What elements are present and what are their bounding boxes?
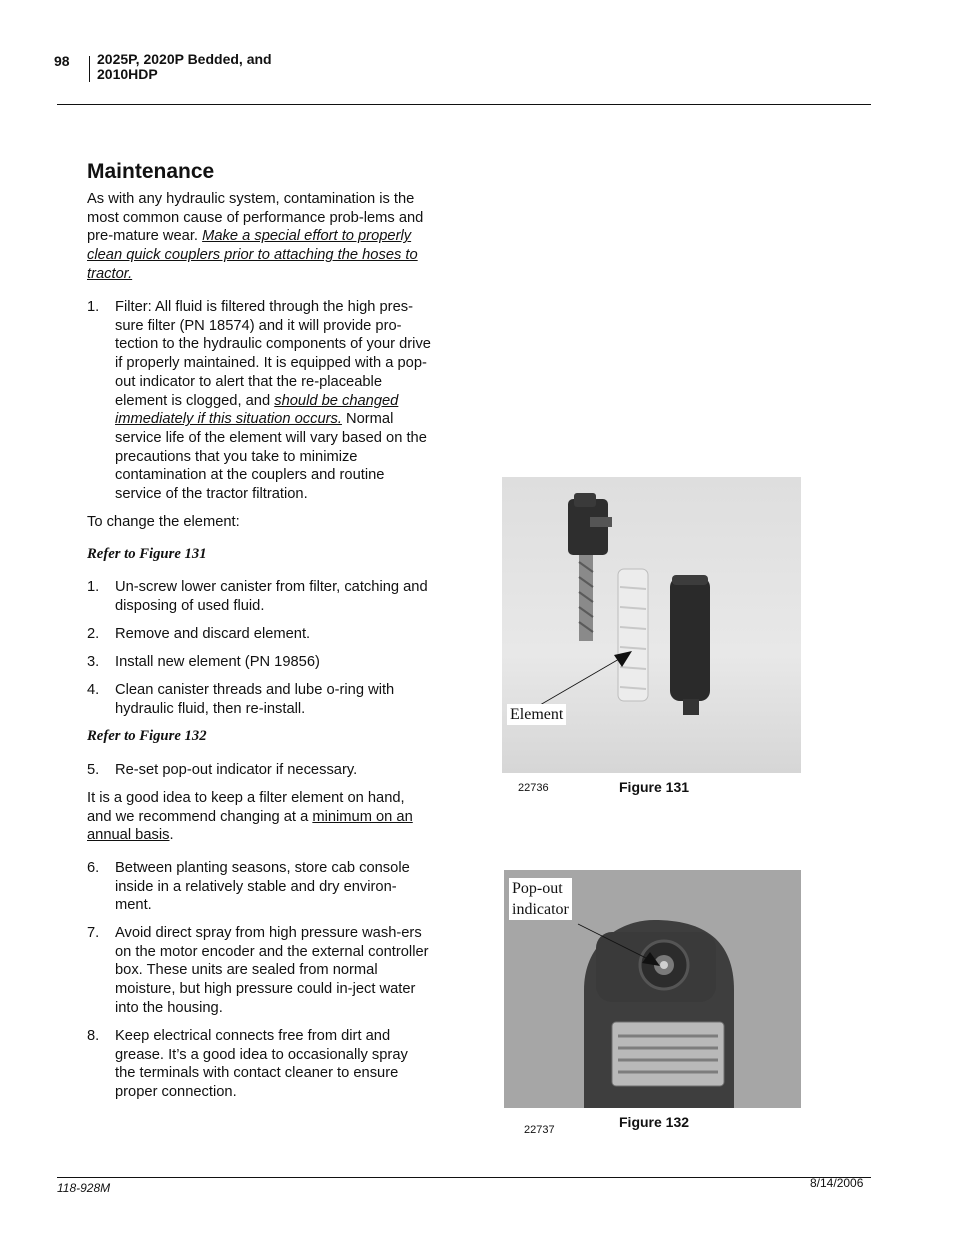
list-item-text: Un-screw lower canister from filter, catching and disposing of used fluid. [115,579,428,614]
list-item-text: Between planting seasons, store cab console inside in a relatively stable and dry environ-ment. [115,860,410,914]
list-item-number: 4. [87,682,100,698]
figure-132-callout-line2: indicator [512,901,569,918]
list-item-text: Install new element (PN 19856) [115,654,320,670]
list-item-text [115,298,432,504]
list-item [87,1027,432,1102]
advice-end: . [169,827,174,844]
section-title: Maintenance [87,160,215,183]
item1-text-b: Normal service life of the element will vary based on the precautions that you take to minimize contamination at the couplers and routine service of the tractor filtration. [115,411,427,503]
page-number: 98 [54,53,70,69]
figure-reference-132: Refer to Figure 132 [87,728,207,744]
header-divider [89,56,90,82]
list-item [87,578,432,615]
footer-document-number: 118-928M [57,1181,111,1195]
list-item-text: Clean canister threads and lube o-ring with hydraulic fluid, then re-install. [115,682,395,717]
list-item [87,625,432,644]
figure-131-image-number: 22736 [518,782,549,794]
intro-emphasis: Make a special effort to properly clean quick couplers prior to attaching the hoses to tractor. [87,228,418,282]
figure-131-photo [502,477,801,773]
list-item [87,859,432,915]
list-item [87,924,432,1018]
filter-parts-illustration [502,477,801,773]
list-item-number: 6. [87,860,100,876]
figure-131-callout: Element [507,704,566,725]
document-title [97,52,357,82]
figure-132-image-number: 22737 [524,1124,555,1136]
figure-132-callout [509,878,572,920]
header-rule [57,104,871,105]
figure-131-caption: Figure 131 [619,779,690,795]
list-item-number: 5. [87,762,100,778]
advice-text: It is a good idea to keep a filter element on hand, and we recommend changing at a [87,790,405,825]
list-item-text: Remove and discard element. [115,626,311,642]
item1-emphasis: should be changed immediately if this situation occurs. [115,392,399,428]
list-item-number: 3. [87,654,100,670]
list-item-number: 1. [87,299,100,315]
footer-date: 8/14/2006 [810,1176,864,1190]
intro-paragraph [87,190,432,284]
change-intro: To change the element: [87,514,240,530]
advice-underlined: minimum on an annual basis [87,808,413,844]
document-title-line1: 2025P, 2020P Bedded, and [97,51,272,67]
figure-reference-131: Refer to Figure 131 [87,546,207,562]
document-title-line2: 2010HDP [97,66,158,82]
list-item-number: 8. [87,1028,100,1044]
list-item-number: 2. [87,626,100,642]
figure-132-caption: Figure 132 [619,1114,690,1130]
list-item-text: Keep electrical connects free from dirt and grease. It’s a good idea to occasionally spray the terminals with contact cleaner to ensure proper connection. [115,1028,408,1101]
list-item-text: Avoid direct spray from high pressure wash-ers on the motor encoder and the external controller box. These units are sealed from normal moisture, but high pressure could in-ject water into the housing. [115,925,429,1016]
advice-paragraph [87,789,432,845]
figure-132-callout-line1: Pop-out [512,880,563,897]
item1-text-a: Filter: All fluid is filtered through the high pres-sure filter (PN 18574) and it will provide pro-tection to the hydraulic components of your drive if properly maintained. It is equipped with a pop-out indicator to alert that the re-placeable element is clogged, and [115,299,431,409]
list-item [87,653,432,672]
list-item [87,761,432,780]
list-item-number: 7. [87,925,100,941]
list-item-filter [87,298,432,504]
list-item-number: 1. [87,579,100,595]
intro-text: As with any hydraulic system, contamination is the most common cause of performance prob-lems and pre-mature wear. [87,191,424,245]
footer-rule [57,1177,871,1178]
list-item [87,681,432,718]
list-item-text: Re-set pop-out indicator if necessary. [115,762,358,778]
